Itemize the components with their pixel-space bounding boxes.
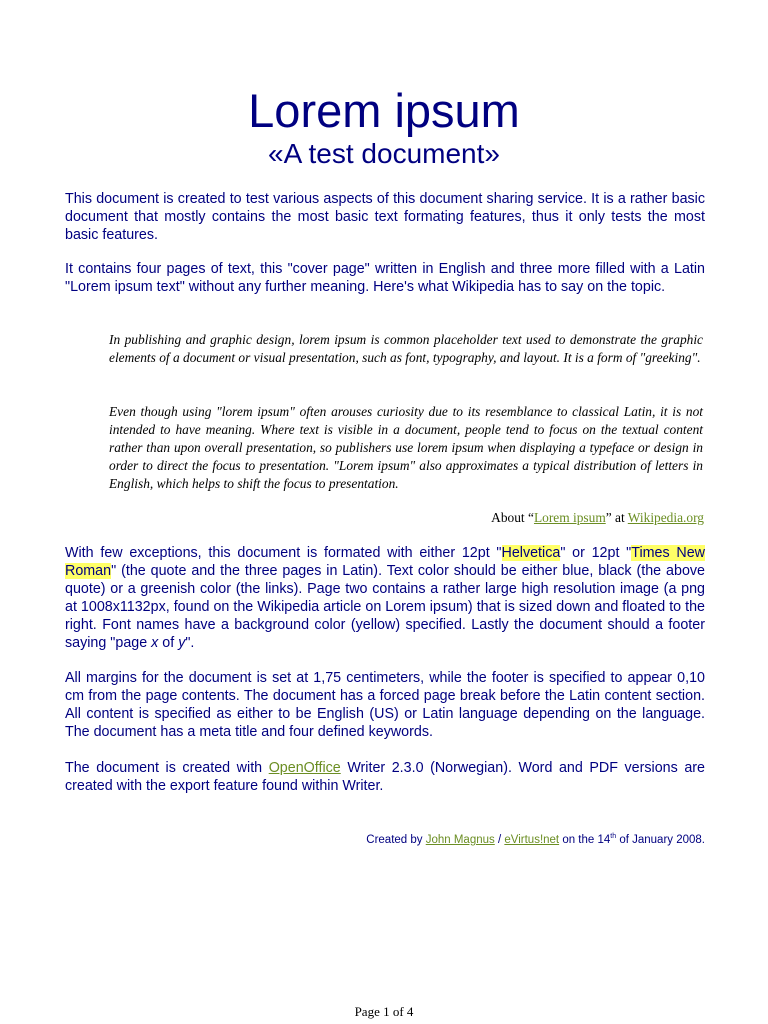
about-middle: ” at xyxy=(605,510,628,525)
font-name-times: Times New Roman xyxy=(65,545,705,579)
created-paragraph xyxy=(65,759,705,795)
wikipedia-link[interactable]: Wikipedia.org xyxy=(627,510,704,525)
credit-on: on the 14 xyxy=(559,833,611,846)
about-prefix: About “ xyxy=(491,510,534,525)
credit-th: th xyxy=(610,833,617,840)
page-footer: Page 1 of 4 xyxy=(354,1004,414,1019)
wikipedia-quote-2: Even though using "lorem ipsum" often arouses curiosity due to its resemblance to classical Latin, it is not intended to have meaning. Where text is visible in a document, people tend to focus on the textual content rather than upon overall presentation, so publishers use lorem ipsum when displaying a typeface or design in order to direct the focus to presentation. "Lorem ipsum" also approximates a typical distribution of letters in English, which helps to shift the focus to presentation. xyxy=(109,404,703,491)
author-link[interactable]: John Magnus xyxy=(425,833,495,846)
created-text-1: The document is created with xyxy=(65,760,269,776)
openoffice-link[interactable]: OpenOffice xyxy=(268,760,341,776)
lorem-ipsum-link[interactable]: Lorem ipsum xyxy=(533,510,606,525)
created-text-2: Writer 2.3.0 (Norwegian). Word and PDF versions are created with the export feature found within Writer. xyxy=(65,760,705,794)
credit-sep: / xyxy=(494,833,505,846)
intro-paragraph: This document is created to test various aspects of this document sharing service. It is a rather basic document that mostly contains the most basic text formating features, thus it only tests the most basic features. xyxy=(65,191,705,243)
wikipedia-quote-1: In publishing and graphic design, lorem ipsum is common placeholder text used to demonstrate the graphic elements of a document or visual presentation, such as font, typography, and layout. It is a form of "greeking". xyxy=(109,332,703,365)
format-x: x xyxy=(151,635,159,651)
format-text-3: " (the quote and the three pages in Latin). Text color should be either blue, black (the above quote) or a greenish color (the links). Page two contains a rather large high resolution image (a png at 1008x1132px, found on the Wikipedia article on Lorem ipsum) that is sized down and floated to the right. Font names have a background color (yellow) specified. Lastly the document should a footer saying "page xyxy=(65,563,705,651)
format-text-1: With few exceptions, this document is formated with either 12pt " xyxy=(65,545,502,561)
format-of: of xyxy=(158,635,179,651)
format-text-2: " or 12pt " xyxy=(560,545,632,561)
credit-line xyxy=(366,829,705,848)
quote-attribution xyxy=(491,509,704,527)
evirtus-link[interactable]: eVirtus!net xyxy=(504,833,560,846)
format-paragraph xyxy=(65,544,705,652)
format-end: ". xyxy=(185,635,195,651)
font-name-helvetica: Helvetica xyxy=(501,545,561,561)
document-title: Lorem ipsum xyxy=(248,84,520,137)
credit-date: of January 2008. xyxy=(616,833,705,846)
margins-paragraph: All margins for the document is set at 1,75 centimeters, while the footer is specified to appear 0,10 cm from the page contents. The document has a forced page break before the Latin content section. All content is specified as either to be English (US) or Latin language depending on the language. The document has a meta title and four defined keywords. xyxy=(65,670,705,740)
credit-prefix: Created by xyxy=(366,833,426,846)
pages-paragraph: It contains four pages of text, this "cover page" written in English and three more filled with a Latin "Lorem ipsum text" without any further meaning. Here's what Wikipedia has to say on the topic. xyxy=(65,261,705,295)
format-y: y xyxy=(178,635,186,651)
document-subtitle: «A test document» xyxy=(268,138,500,169)
